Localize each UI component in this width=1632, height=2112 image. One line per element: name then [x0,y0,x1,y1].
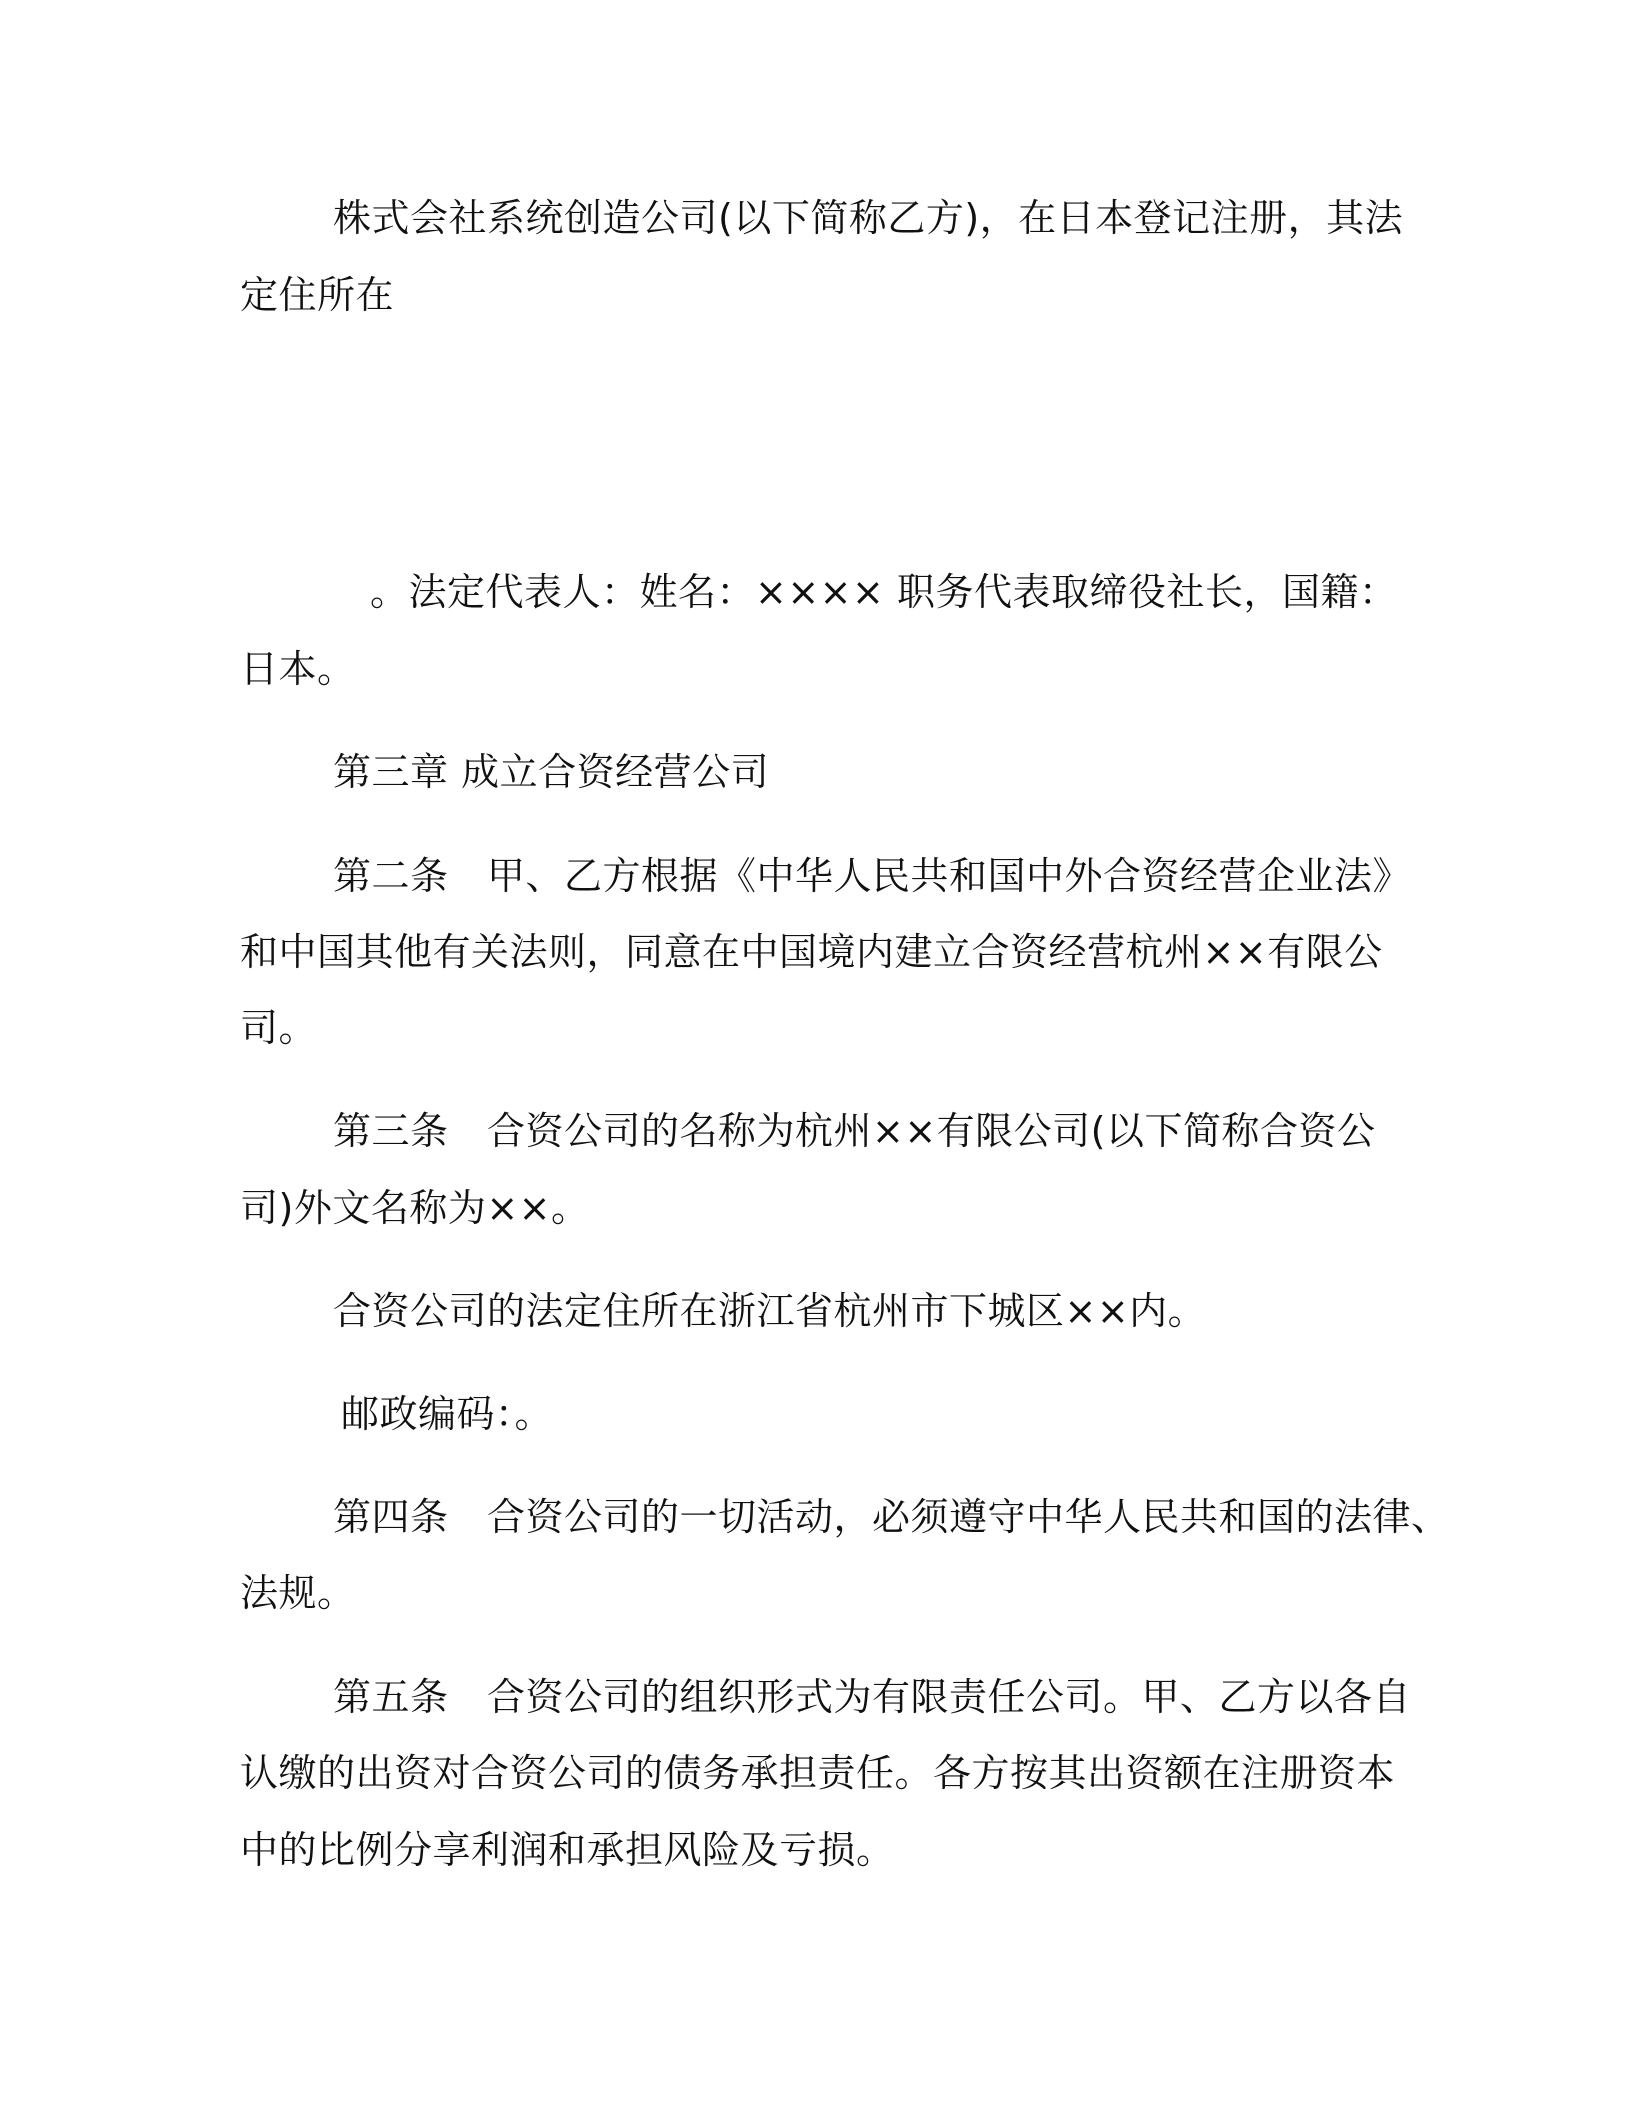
article-three-line-1: 第三条 合资公司的名称为杭州××有限公司(以下简称合资公 [333,1109,1376,1153]
article-five-line-3: 中的比例分享利润和承担风险及亏损。 [240,1828,895,1872]
paragraph-postal-code: 邮政编码：。 [341,1392,554,1436]
article-five-line-2: 认缴的出资对合资公司的债务承担责任。各方按其出资额在注册资本 [240,1751,1396,1795]
paragraph-party-b-line-2: 定住所在 [240,273,395,317]
paragraph-legal-rep-line-2: 日本。 [240,647,356,691]
paragraph-party-b-line-1: 株式会社系统创造公司(以下简称乙方)，在日本登记注册，其法 [333,196,1404,240]
article-four-line-1: 第四条 合资公司的一切活动，必须遵守中华人民共和国的法律、 [333,1495,1450,1539]
paragraph-legal-address: 合资公司的法定住所在浙江省杭州市下城区××内。 [333,1289,1207,1333]
chapter-three-heading: 第三章 成立合资经营公司 [333,750,770,794]
article-three-line-2: 司)外文名称为××。 [240,1186,590,1230]
article-two-line-3: 司。 [240,1006,318,1050]
article-four-line-2: 法规。 [240,1571,356,1615]
article-two-line-2: 和中国其他有关法则，同意在中国境内建立合资经营杭州××有限公 [240,930,1383,974]
article-five-line-1: 第五条 合资公司的组织形式为有限责任公司。甲、乙方以各自 [333,1675,1412,1719]
article-two-line-1: 第二条 甲、乙方根据《中华人民共和国中外合资经营企业法》 [333,854,1412,898]
paragraph-legal-rep-line-1: 。法定代表人：姓名：×××× 职务代表取缔役社长，国籍： [370,570,1398,614]
